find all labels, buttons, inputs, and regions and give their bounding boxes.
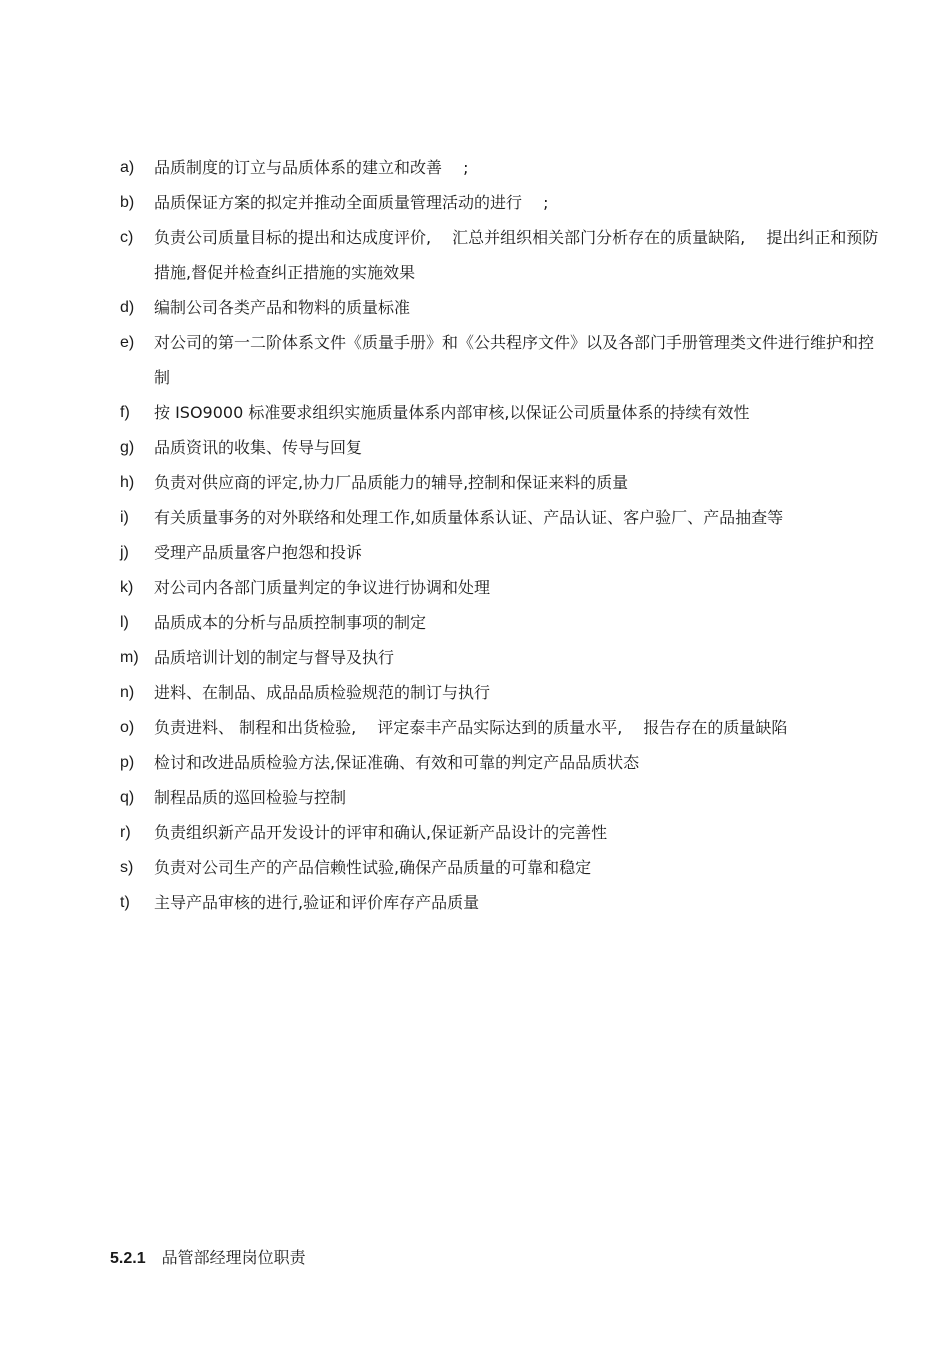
list-item [0,500,950,535]
list-item-marker: k) [120,579,134,596]
list-item-text: 品质培训计划的制定与督导及执行 [154,648,395,667]
list-item-marker: a) [120,159,135,176]
list-item-text: 对公司内各部门质量判定的争议进行协调和处理 [154,578,491,597]
list-item [0,150,950,185]
list-item [0,710,950,745]
list-item-marker: j) [120,544,129,561]
list-item-text: 制程品质的巡回检验与控制 [154,788,347,807]
list-item [0,185,950,220]
list-item-text: 负责公司质量目标的提出和达成度评价, 汇总并组织相关部门分析存在的质量缺陷, 提出纠正和预防措施,督促并检查纠正措施的实施效果 [154,228,879,282]
list-item [0,605,950,640]
section-heading [110,1243,306,1274]
list-item [0,745,950,780]
list-item-text: 负责对公司生产的产品信赖性试验,确保产品质量的可靠和稳定 [154,858,592,877]
list-item-text: 主导产品审核的进行,验证和评价库存产品质量 [154,893,480,912]
list-item-text: 对公司的第一二阶体系文件《质量手册》和《公共程序文件》以及各部门手册管理类文件进行维护和控制 [154,333,875,387]
list-item-marker: r) [120,824,131,841]
list-item-marker: o) [120,719,135,736]
list-item-text: 有关质量事务的对外联络和处理工作,如质量体系认证、产品认证、客户验厂、产品抽查等 [154,508,784,527]
list-item [0,570,950,605]
list-item-marker: s) [120,859,134,876]
list-item-marker: c) [120,229,134,246]
list-item-marker: b) [120,194,135,211]
list-item-marker: q) [120,789,135,806]
list-item [0,640,950,675]
list-item [0,395,950,430]
list-item [0,815,950,850]
list-item-text: 检讨和改进品质检验方法,保证准确、有效和可靠的判定产品品质状态 [154,753,640,772]
list-item-text: 品质成本的分析与品质控制事项的制定 [154,613,427,632]
list-item-text: 负责组织新产品开发设计的评审和确认,保证新产品设计的完善性 [154,823,608,842]
section-number: 5.2.1 [110,1250,146,1267]
list-item-text: 按 ISO9000 标准要求组织实施质量体系内部审核,以保证公司质量体系的持续有效性 [154,403,750,422]
list-item [0,325,950,395]
section-title: 品管部经理岗位职责 [161,1248,306,1267]
list-item [0,780,950,815]
list-item-marker: m) [120,649,139,666]
list-item-marker: e) [120,334,135,351]
list-item [0,885,950,920]
list-item-marker: g) [120,439,135,456]
list-item-text: 品质保证方案的拟定并推动全面质量管理活动的进行 ; [154,193,549,212]
list-item [0,290,950,325]
list-item [0,220,950,290]
list-item-marker: p) [120,754,135,771]
list-item-marker: h) [120,474,135,491]
responsibility-list [0,150,950,920]
list-item-marker: i) [120,509,129,526]
list-item-text: 负责对供应商的评定,协力厂品质能力的辅导,控制和保证来料的质量 [154,473,629,492]
list-item [0,850,950,885]
list-item-marker: f) [120,404,130,421]
list-item [0,465,950,500]
list-item-marker: d) [120,299,135,316]
list-item-text: 受理产品质量客户抱怨和投诉 [154,543,363,562]
list-item-text: 进料、在制品、成品品质检验规范的制订与执行 [154,683,491,702]
list-item-marker: t) [120,894,130,911]
list-item [0,675,950,710]
list-item [0,535,950,570]
list-item [0,430,950,465]
list-item-marker: n) [120,684,135,701]
list-item-text: 编制公司各类产品和物料的质量标准 [154,298,411,317]
list-item-marker: l) [120,614,129,631]
list-item-text: 负责进料、 制程和出货检验, 评定泰丰产品实际达到的质量水平, 报告存在的质量缺陷 [154,718,788,737]
list-item-text: 品质制度的订立与品质体系的建立和改善 ; [154,158,469,177]
list-item-text: 品质资讯的收集、传导与回复 [154,438,363,457]
